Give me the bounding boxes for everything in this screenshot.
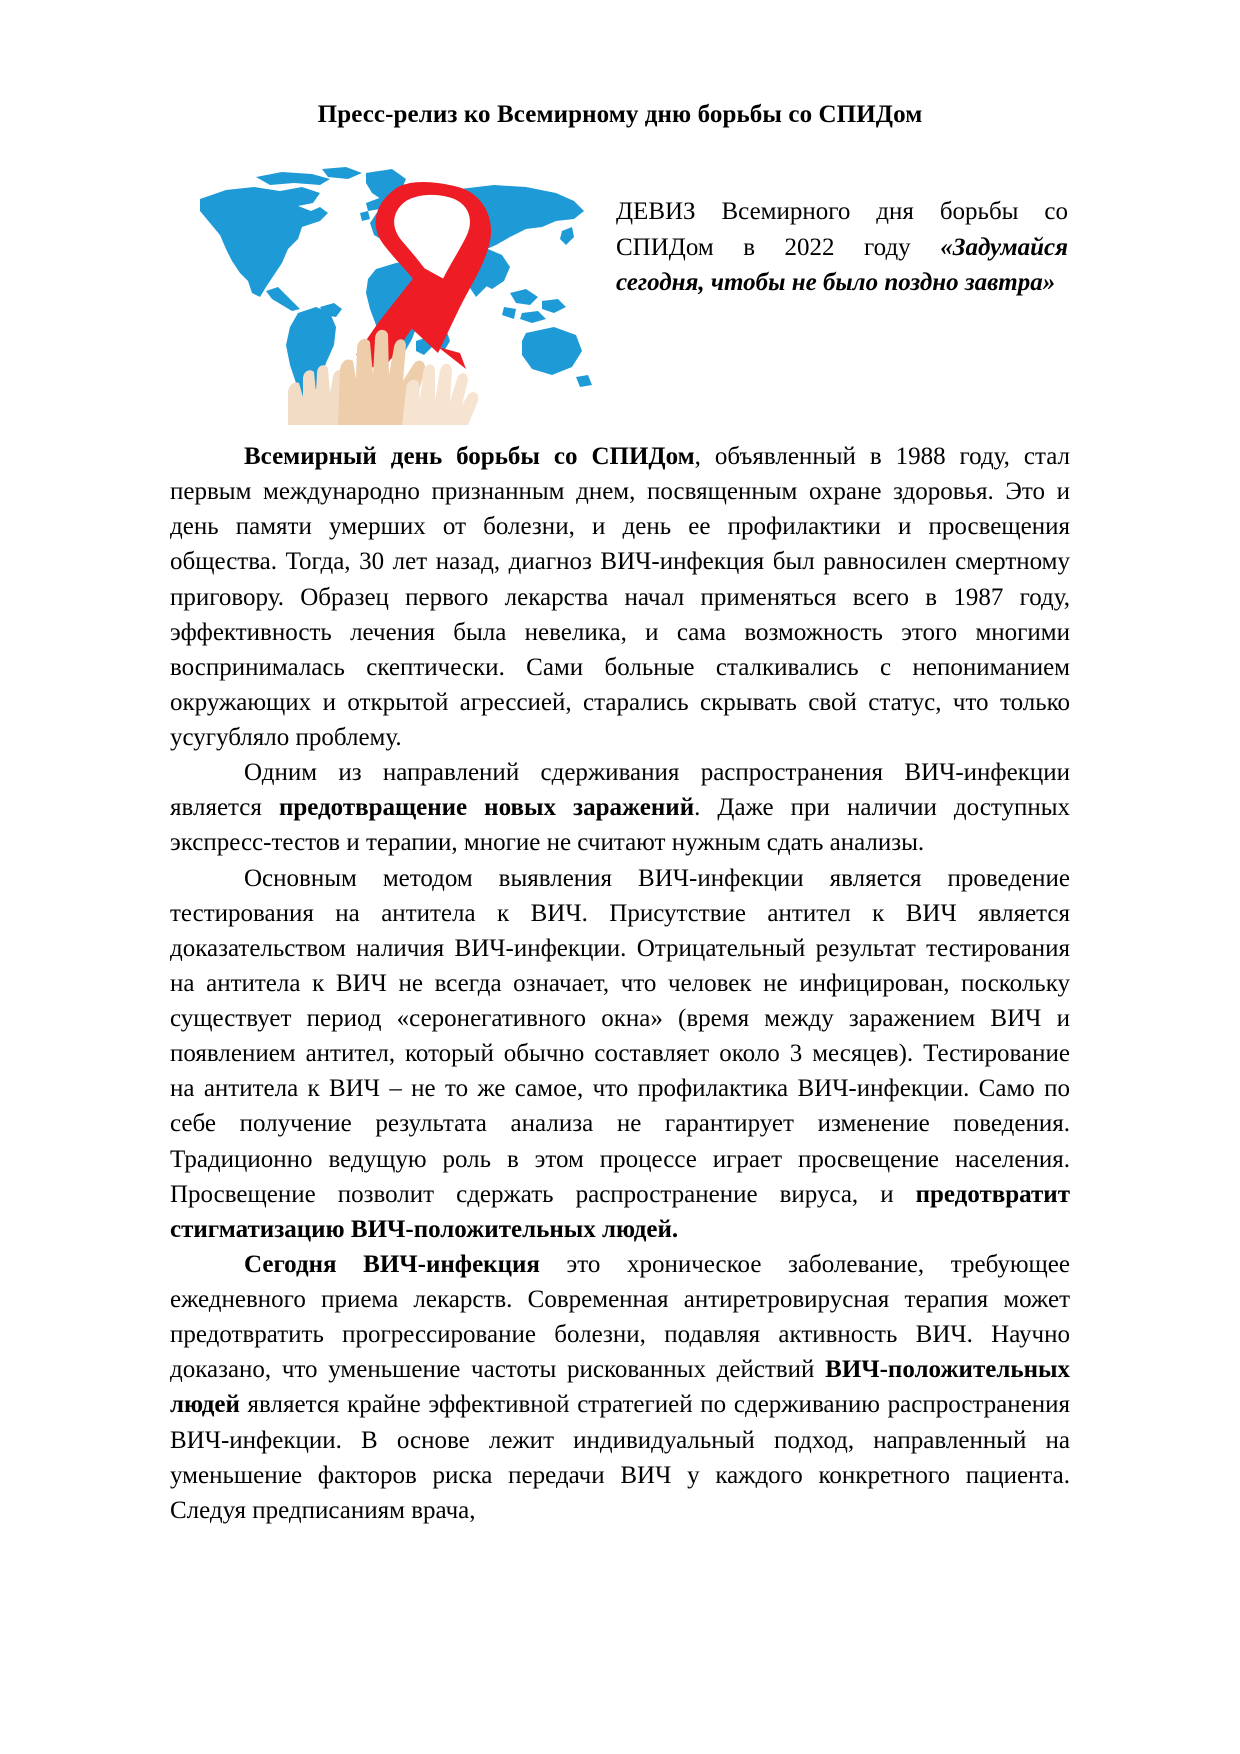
- paragraph-4: [170, 1247, 1070, 1528]
- p4-run-1: это хроническое заболевание, требующее ежедневного приема лекарств. Современная антиретровирусная терапия может предотвратить прогрессирование болезни, подавляя активность ВИЧ. Научно доказано, что уменьшение частоты рискованных действий: [170, 1250, 1070, 1384]
- p2-run-2: . Даже при наличии доступных экспресс-тестов и терапии, многие не считают нужным сдать анализы.: [170, 794, 1071, 857]
- slogan-quote: «Задумайся сегодня, чтобы не было поздно завтра»: [616, 233, 1068, 296]
- p1-run-0: Всемирный день борьбы со СПИДом: [244, 443, 695, 470]
- world-map-ribbon-hands-image: [170, 157, 600, 425]
- paragraph-1: [170, 439, 1070, 755]
- p2-run-0: Одним из направлений сдерживания распространения ВИЧ-инфекции является: [170, 759, 1070, 822]
- p3-run-1: предотвратит стигматизацию ВИЧ-положительных людей.: [170, 1180, 1070, 1243]
- p3-run-0: Основным методом выявления ВИЧ-инфекции является проведение тестирования на антитела к ВИЧ. Присутствие антител к ВИЧ является доказательством наличия ВИЧ-инфекции. Отрицательный результат тестирования на антитела к ВИЧ не всегда означает, что человек не инфицирован, поскольку существует период «серонегативного окна» (время между заражением ВИЧ и появлением антител, который обычно составляет около 3 месяцев). Тестирование на антитела к ВИЧ – не то же самое, что профилактика ВИЧ-инфекции. Само по себе получение результата анализа не гарантирует изменение поведения. Традиционно ведущую роль в этом процессе играет просвещение населения. Просвещение позволит сдержать распространение вируса, и: [170, 864, 1070, 1208]
- p4-run-3: является крайне эффективной стратегией по сдерживанию распространения ВИЧ-инфекции. В основе лежит индивидуальный подход, направленный на уменьшение факторов риска передачи ВИЧ у каждого конкретного пациента. Следуя предписаниям врача,: [170, 1391, 1070, 1524]
- p2-run-1: предотвращение новых заражений: [278, 794, 695, 822]
- slogan-lead: ДЕВИЗ Всемирного дня борьбы со СПИДом в 2022 году: [616, 198, 1068, 261]
- aids-world-map-illustration: [170, 157, 600, 425]
- page-title: Пресс-релиз ко Всемирному дню борьбы со СПИДом: [317, 101, 923, 128]
- slogan-paragraph: [616, 194, 1070, 301]
- p1-run-1: , объявленный в 1988 году, стал первым международно признанным днем, посвященным охране здоровья. Это и день памяти умерших от болезни, и день ее профилактики и просвещения общества. Тогда, 30 лет назад, диагноз ВИЧ-инфекция был равносилен смертному приговору. Образец первого лекарства начал применяться всего в 1987 году, эффективность лечения была невелика, и сама возможность этого многими воспринималась скептически. Сами больные сталкивались с непониманием окружающих и открытой агрессией, старались скрывать свой статус, что только усугубляло проблему.: [170, 443, 1071, 751]
- paragraph-2: [170, 755, 1070, 860]
- document-content: [170, 130, 1070, 1528]
- p4-run-0: Сегодня ВИЧ-инфекция: [244, 1250, 540, 1278]
- body-text: [170, 427, 1070, 1528]
- p4-run-2: ВИЧ-положительных людей: [170, 1356, 1070, 1419]
- paragraph-3: [170, 861, 1070, 1247]
